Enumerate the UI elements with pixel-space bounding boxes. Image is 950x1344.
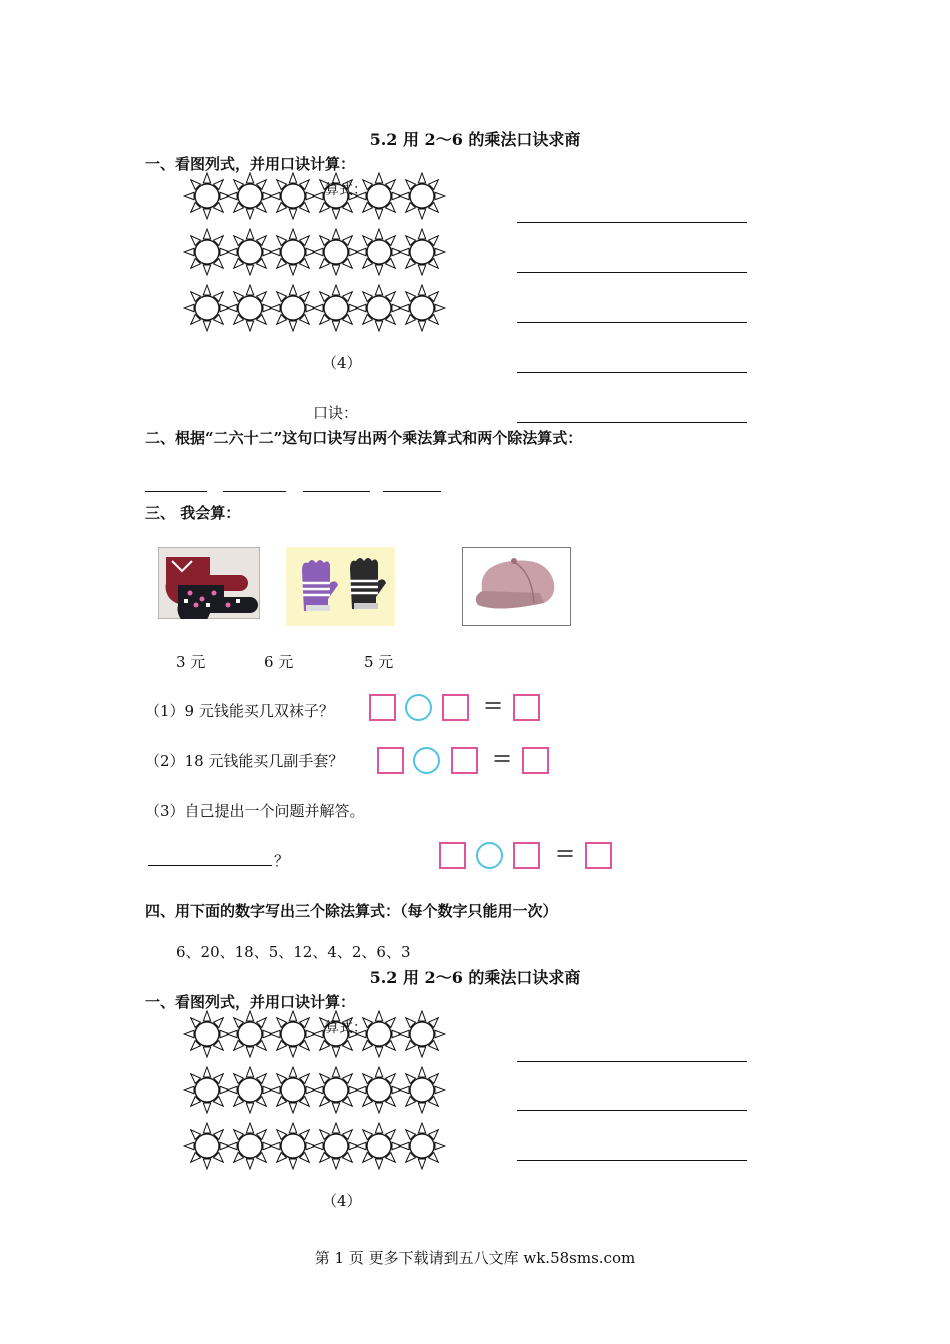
page-footer: 第 1 页 更多下载请到五八文库 wk.58sms.com	[314, 1249, 636, 1267]
sun-icon	[355, 228, 403, 280]
sun-icon	[183, 284, 231, 336]
question-blank[interactable]	[148, 865, 272, 866]
sun-icon	[269, 284, 317, 336]
question-2: （2）18 元钱能买几副手套？	[145, 752, 344, 770]
sun-icon	[312, 228, 360, 280]
question-mark: ？	[274, 852, 290, 870]
question-1: （1）9 元钱能买几双袜子？	[145, 702, 334, 720]
worksheet-title: 5.2 用 2～6 的乘法口诀求商	[369, 130, 581, 149]
sun-icon	[398, 284, 446, 336]
blank-line[interactable]	[383, 491, 441, 492]
operator-circle[interactable]	[476, 842, 503, 869]
sun-icon	[183, 228, 231, 280]
section3-heading: 三、 我会算：	[145, 504, 241, 522]
section1-heading-repeat: 一、看图列式，并用口诀计算：	[145, 993, 356, 1011]
answer-line[interactable]	[517, 272, 747, 273]
sun-icon	[398, 172, 446, 224]
number-list: 6、20、18、5、12、4、2、6、3	[176, 943, 411, 961]
answer-line[interactable]	[517, 422, 747, 423]
section4-heading: 四、用下面的数字写出三个除法算式：（每个数字只能用一次）	[145, 902, 558, 920]
equals-sign: =	[555, 839, 576, 867]
answer-box[interactable]	[522, 747, 549, 774]
operator-circle[interactable]	[413, 747, 440, 774]
formula-label: 算式：	[325, 182, 367, 198]
answer-box[interactable]	[442, 694, 469, 721]
formula-label: 算式：	[325, 1020, 367, 1036]
gloves-image	[286, 547, 395, 626]
sun-icon	[183, 1010, 231, 1062]
sun-icon	[183, 1122, 231, 1174]
blank-line[interactable]	[223, 491, 286, 492]
answer-box[interactable]	[439, 842, 466, 869]
answer-line[interactable]	[517, 1160, 747, 1161]
sun-icon	[355, 1122, 403, 1174]
sun-icon	[312, 1122, 360, 1174]
sun-icon	[312, 1066, 360, 1118]
sun-grid	[183, 1010, 453, 1175]
answer-box[interactable]	[585, 842, 612, 869]
socks-image	[158, 547, 260, 619]
answer-box[interactable]	[513, 842, 540, 869]
blank-line[interactable]	[303, 491, 370, 492]
price-gloves: 6 元	[264, 653, 294, 671]
equals-sign: =	[492, 744, 513, 772]
cap-image	[462, 547, 571, 626]
sun-icon	[183, 1066, 231, 1118]
price-cap: 5 元	[364, 653, 394, 671]
group-note: （4）	[322, 354, 362, 372]
sun-icon	[269, 172, 317, 224]
sun-icon	[226, 228, 274, 280]
sun-icon	[226, 1122, 274, 1174]
sun-icon	[226, 284, 274, 336]
answer-box[interactable]	[377, 747, 404, 774]
question-3: （3）自己提出一个问题并解答。	[145, 802, 365, 820]
answer-box[interactable]	[451, 747, 478, 774]
sun-icon	[226, 1066, 274, 1118]
sun-icon	[269, 1010, 317, 1062]
answer-line[interactable]	[517, 322, 747, 323]
answer-line[interactable]	[517, 1110, 747, 1111]
sun-icon	[312, 284, 360, 336]
sun-icon	[226, 1010, 274, 1062]
blank-line[interactable]	[145, 491, 207, 492]
operator-circle[interactable]	[405, 694, 432, 721]
sun-icon	[269, 228, 317, 280]
section2-heading: 二、根据“二六十二”这句口诀写出两个乘法算式和两个除法算式：	[145, 429, 583, 447]
sun-icon	[269, 1122, 317, 1174]
mnemonic-label: 口诀：	[313, 404, 359, 422]
answer-box[interactable]	[513, 694, 540, 721]
sun-icon	[269, 1066, 317, 1118]
answer-line[interactable]	[517, 372, 747, 373]
price-socks: 3 元	[176, 653, 206, 671]
sun-icon	[355, 1066, 403, 1118]
group-note: （4）	[322, 1192, 362, 1210]
sun-icon	[398, 228, 446, 280]
sun-icon	[398, 1066, 446, 1118]
sun-icon	[398, 1122, 446, 1174]
sun-icon	[355, 284, 403, 336]
sun-grid	[183, 172, 453, 337]
sun-icon	[183, 172, 231, 224]
sun-icon	[226, 172, 274, 224]
answer-line[interactable]	[517, 222, 747, 223]
section1-heading: 一、看图列式，并用口诀计算：	[145, 155, 356, 173]
worksheet-title-repeat: 5.2 用 2～6 的乘法口诀求商	[369, 968, 581, 987]
equals-sign: =	[483, 691, 504, 719]
answer-line[interactable]	[517, 1061, 747, 1062]
sun-icon	[398, 1010, 446, 1062]
answer-box[interactable]	[369, 694, 396, 721]
